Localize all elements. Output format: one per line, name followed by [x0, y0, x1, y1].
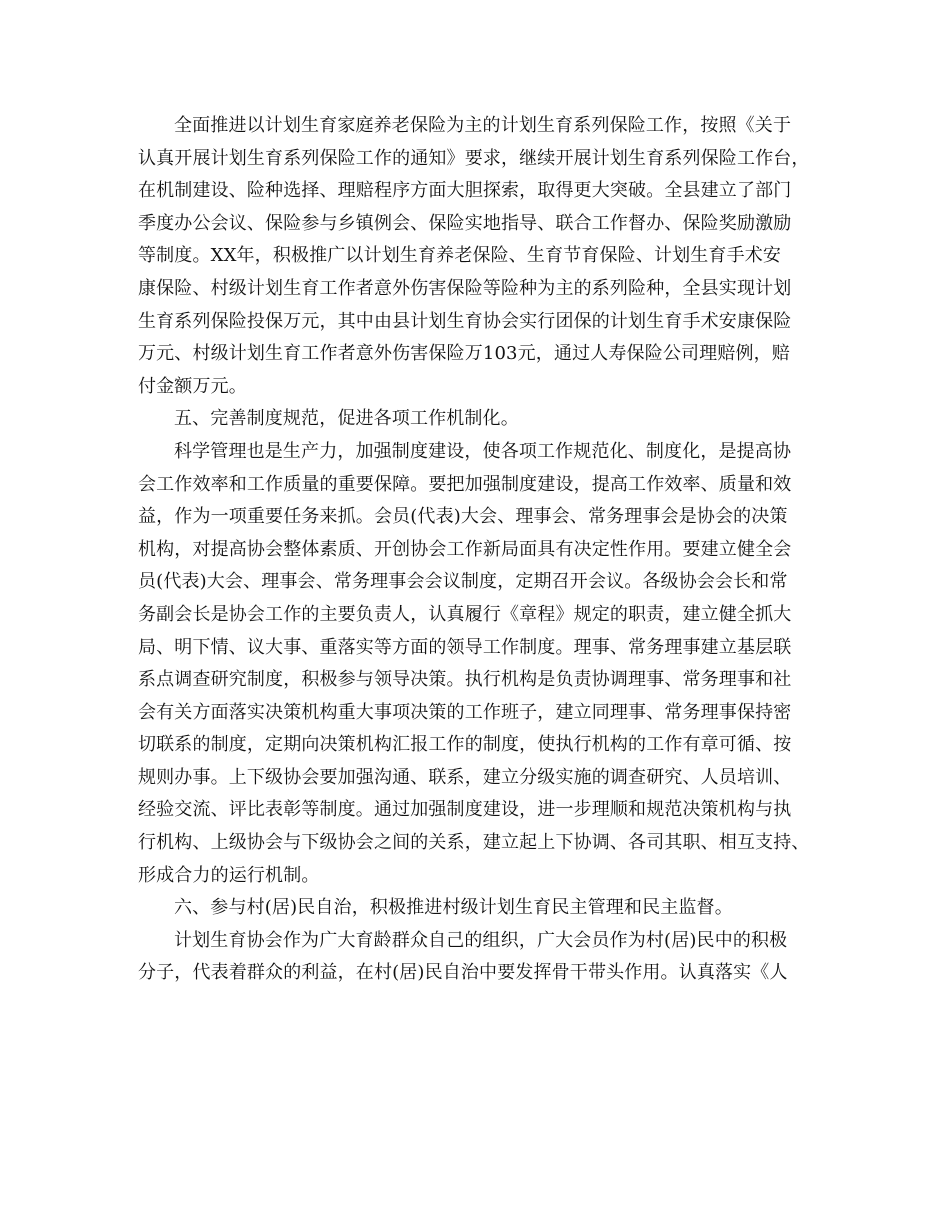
- text-line: 会有关方面落实决策机构重大事项决策的工作班子，建立同理事、常务理事保持密: [138, 701, 792, 723]
- text-line: 机构，对提高协会整体素质、开创协会工作新局面具有决定性作用。要建立健全会: [138, 538, 792, 560]
- text-line: 季度办公会议、保险参与乡镇例会、保险实地指导、联合工作督办、保险奖励激励: [138, 212, 792, 234]
- text-line: 康保险、村级计划生育工作者意外伤害保险等险种为主的系列险种，全县实现计划: [138, 277, 792, 299]
- section-heading: 六、参与村(居)民自治，积极推进村级计划生育民主管理和民主监督。: [174, 897, 733, 919]
- section-heading: 五、完善制度规范，促进各项工作机制化。: [174, 408, 519, 430]
- text-line: 员(代表)大会、理事会、常务理事会会议制度，定期召开会议。各级协会会长和常: [138, 571, 788, 593]
- text-line: 科学管理也是生产力，加强制度建设，使各项工作规范化、制度化，是提高协: [174, 440, 792, 462]
- text-line: 生育系列保险投保万元，其中由县计划生育协会实行团保的计划生育手术安康保险: [138, 310, 792, 332]
- text-line: 系点调查研究制度，积极参与领导决策。执行机构是负责协调理事、常务理事和社: [138, 669, 792, 691]
- text-line: 认真开展计划生育系列保险工作的通知》要求，继续开展计划生育系列保险工作台，: [138, 147, 810, 169]
- text-line: 切联系的制度，定期向决策机构汇报工作的制度，使执行机构的工作有章可循、按: [138, 734, 792, 756]
- text-line: 分子，代表着群众的利益，在村(居)民自治中要发挥骨干带头作用。认真落实《人: [138, 962, 788, 984]
- text-line: 益，作为一项重要任务来抓。会员(代表)大会、理事会、常务理事会是协会的决策: [138, 506, 788, 528]
- text-line: 在机制建设、险种选择、理赔程序方面大胆探索，取得更大突破。全县建立了部门: [138, 180, 792, 202]
- text-line: 务副会长是协会工作的主要负责人，认真履行《章程》规定的职责，建立健全抓大: [138, 603, 792, 625]
- text-line: 万元、村级计划生育工作者意外伤害保险万103元，通过人寿保险公司理赔例，赔: [138, 343, 790, 365]
- text-line: 计划生育协会作为广大育龄群众自己的组织，广大会员作为村(居)民中的积极: [174, 929, 788, 951]
- text-line: 全面推进以计划生育家庭养老保险为主的计划生育系列保险工作，按照《关于: [174, 115, 792, 136]
- text-line: 等制度。XX年，积极推广以计划生育养老保险、生育节育保险、计划生育手术安: [138, 245, 782, 267]
- text-line: 行机构、上级协会与下级协会之间的关系，建立起上下协调、各司其职、相互支持、: [138, 832, 810, 854]
- text-line: 局、明下情、议大事、重落实等方面的领导工作制度。理事、常务理事建立基层联: [138, 636, 792, 658]
- text-line: 经验交流、评比表彰等制度。通过加强制度建设，进一步理顺和规范决策机构与执: [138, 799, 792, 821]
- text-line: 形成合力的运行机制。: [138, 864, 320, 886]
- text-line: 规则办事。上下级协会要加强沟通、联系，建立分级实施的调查研究、人员培训、: [138, 766, 792, 788]
- document-page: [138, 110, 828, 990]
- text-line: 会工作效率和工作质量的重要保障。要把加强制度建设，提高工作效率、质量和效: [138, 473, 792, 495]
- text-line: 付金额万元。: [138, 375, 247, 397]
